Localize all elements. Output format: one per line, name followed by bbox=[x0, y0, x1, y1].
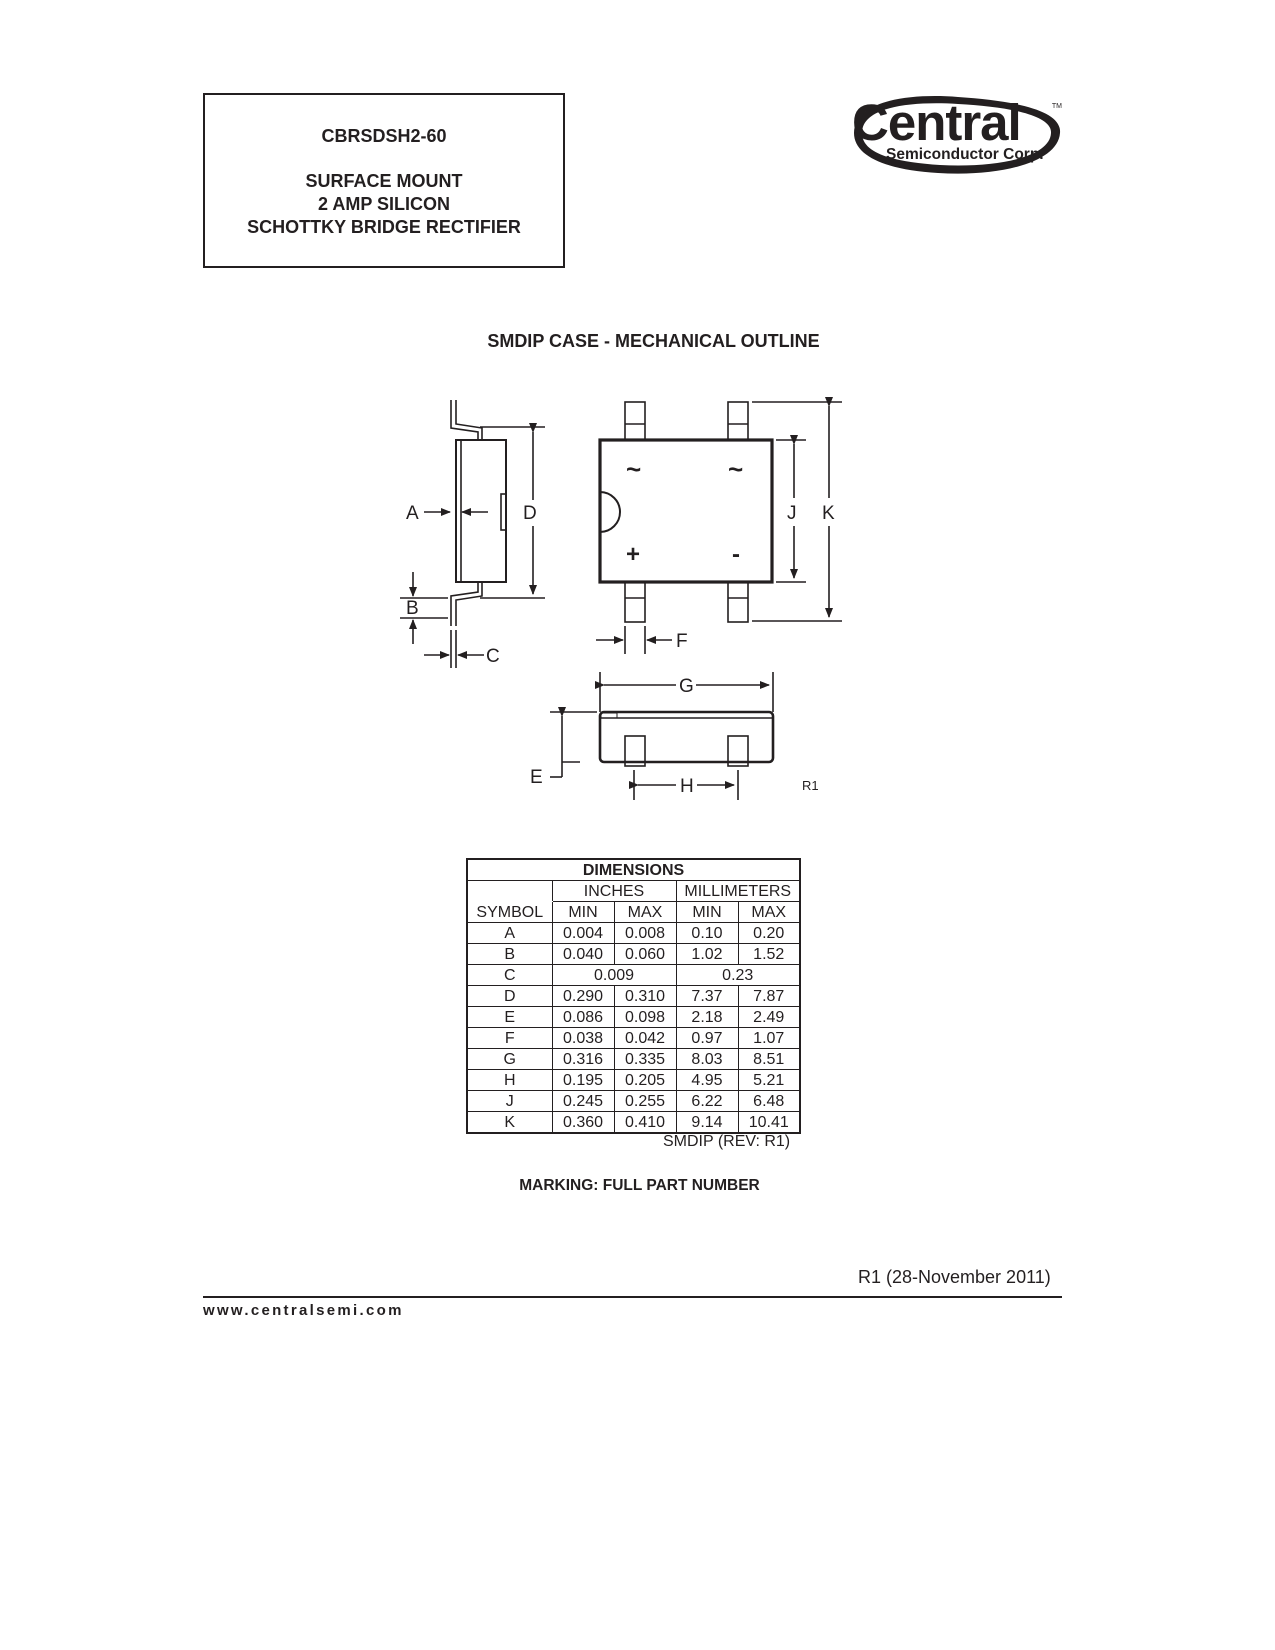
header-mm-max: MAX bbox=[738, 902, 800, 923]
row-symbol: B bbox=[467, 944, 552, 965]
footer-url[interactable]: www.centralsemi.com bbox=[203, 1302, 404, 1319]
cell-mm-min: 0.97 bbox=[676, 1028, 738, 1049]
table-title: DIMENSIONS bbox=[467, 859, 800, 881]
cell-mm-max: 2.49 bbox=[738, 1007, 800, 1028]
dimensions-table bbox=[466, 858, 801, 1134]
row-symbol: J bbox=[467, 1091, 552, 1112]
table-row bbox=[467, 944, 800, 965]
cell-in-min: 0.195 bbox=[552, 1070, 614, 1091]
label-j: J bbox=[787, 503, 797, 524]
description-line-1: SURFACE MOUNT bbox=[305, 171, 463, 191]
cell-in-min: 0.004 bbox=[552, 923, 614, 944]
marking-note bbox=[0, 1177, 1275, 1195]
top-view bbox=[596, 402, 842, 654]
table-row bbox=[467, 1007, 800, 1028]
label-a: A bbox=[406, 503, 419, 524]
cell-in-max: 0.310 bbox=[614, 986, 676, 1007]
cell-in-max: 0.410 bbox=[614, 1112, 676, 1134]
cell-mm-max: 7.87 bbox=[738, 986, 800, 1007]
cell-in-max: 0.042 bbox=[614, 1028, 676, 1049]
cell-in-single: 0.009 bbox=[552, 965, 676, 986]
cell-mm-max: 1.07 bbox=[738, 1028, 800, 1049]
label-k: K bbox=[822, 503, 835, 524]
cell-in-max: 0.098 bbox=[614, 1007, 676, 1028]
logo-subtitle: Semiconductor Corp. bbox=[886, 146, 1044, 163]
row-symbol: D bbox=[467, 986, 552, 1007]
row-symbol: A bbox=[467, 923, 552, 944]
cell-mm-min: 4.95 bbox=[676, 1070, 738, 1091]
table-row bbox=[467, 1091, 800, 1112]
cell-in-min: 0.040 bbox=[552, 944, 614, 965]
cell-mm-max: 8.51 bbox=[738, 1049, 800, 1070]
label-g: G bbox=[679, 676, 694, 697]
marking-text: MARKING: FULL PART NUMBER bbox=[519, 1177, 760, 1194]
table-note: SMDIP (REV: R1) bbox=[663, 1133, 791, 1150]
pin-plus: + bbox=[626, 541, 641, 568]
cell-mm-min: 9.14 bbox=[676, 1112, 738, 1134]
row-symbol: F bbox=[467, 1028, 552, 1049]
label-e: E bbox=[530, 767, 543, 788]
document-revision: R1 (28-November 2011) bbox=[858, 1267, 1051, 1287]
pin-ac-right: ~ bbox=[728, 454, 744, 484]
label-c: C bbox=[486, 646, 500, 667]
cell-mm-max: 10.41 bbox=[738, 1112, 800, 1134]
description-line-2: 2 AMP SILICON bbox=[317, 194, 451, 214]
cell-in-min: 0.245 bbox=[552, 1091, 614, 1112]
cell-mm-min: 1.02 bbox=[676, 944, 738, 965]
table-row bbox=[467, 923, 800, 944]
label-f: F bbox=[676, 631, 688, 652]
cell-in-max: 0.255 bbox=[614, 1091, 676, 1112]
pin-minus: - bbox=[732, 541, 740, 568]
header-inches: INCHES bbox=[552, 881, 676, 902]
front-view bbox=[550, 672, 773, 800]
header-mm-min: MIN bbox=[676, 902, 738, 923]
table-row bbox=[467, 965, 800, 986]
table-blank-cell bbox=[467, 881, 552, 902]
cell-mm-min: 7.37 bbox=[676, 986, 738, 1007]
row-symbol: E bbox=[467, 1007, 552, 1028]
cell-mm-single: 0.23 bbox=[676, 965, 800, 986]
label-b: B bbox=[406, 598, 419, 619]
table-row bbox=[467, 1049, 800, 1070]
row-symbol: G bbox=[467, 1049, 552, 1070]
cell-mm-max: 0.20 bbox=[738, 923, 800, 944]
cell-mm-max: 5.21 bbox=[738, 1070, 800, 1091]
description-line-3: SCHOTTKY BRIDGE RECTIFIER bbox=[247, 217, 521, 237]
row-symbol: K bbox=[467, 1112, 552, 1134]
mechanical-outline-drawing bbox=[0, 0, 1275, 820]
cell-in-max: 0.060 bbox=[614, 944, 676, 965]
cell-in-min: 0.086 bbox=[552, 1007, 614, 1028]
cell-mm-max: 6.48 bbox=[738, 1091, 800, 1112]
cell-in-min: 0.038 bbox=[552, 1028, 614, 1049]
cell-mm-min: 0.10 bbox=[676, 923, 738, 944]
cell-in-max: 0.205 bbox=[614, 1070, 676, 1091]
logo-wordmark: Central bbox=[852, 94, 1021, 151]
footer-divider bbox=[203, 1296, 1062, 1298]
cell-in-min: 0.316 bbox=[552, 1049, 614, 1070]
drawing-revision-mark: R1 bbox=[802, 778, 819, 793]
cell-mm-min: 2.18 bbox=[676, 1007, 738, 1028]
row-symbol: H bbox=[467, 1070, 552, 1091]
header-symbol: SYMBOL bbox=[467, 902, 552, 923]
table-row bbox=[467, 1112, 800, 1134]
cell-in-min: 0.290 bbox=[552, 986, 614, 1007]
pin-ac-left: ~ bbox=[626, 454, 642, 484]
label-h: H bbox=[680, 776, 694, 797]
cell-in-min: 0.360 bbox=[552, 1112, 614, 1134]
side-view bbox=[400, 400, 545, 668]
cell-mm-max: 1.52 bbox=[738, 944, 800, 965]
header-in-min: MIN bbox=[552, 902, 614, 923]
row-symbol: C bbox=[467, 965, 552, 986]
cell-in-max: 0.335 bbox=[614, 1049, 676, 1070]
table-row bbox=[467, 1070, 800, 1091]
label-d: D bbox=[523, 503, 537, 524]
cell-mm-min: 8.03 bbox=[676, 1049, 738, 1070]
table-row bbox=[467, 986, 800, 1007]
cell-in-max: 0.008 bbox=[614, 923, 676, 944]
part-number: CBRSDSH2-60 bbox=[321, 126, 447, 146]
cell-mm-min: 6.22 bbox=[676, 1091, 738, 1112]
section-title-text: SMDIP CASE - MECHANICAL OUTLINE bbox=[487, 331, 820, 351]
logo-trademark: TM bbox=[1051, 103, 1062, 110]
header-in-max: MAX bbox=[614, 902, 676, 923]
header-millimeters: MILLIMETERS bbox=[676, 881, 800, 902]
table-row bbox=[467, 1028, 800, 1049]
